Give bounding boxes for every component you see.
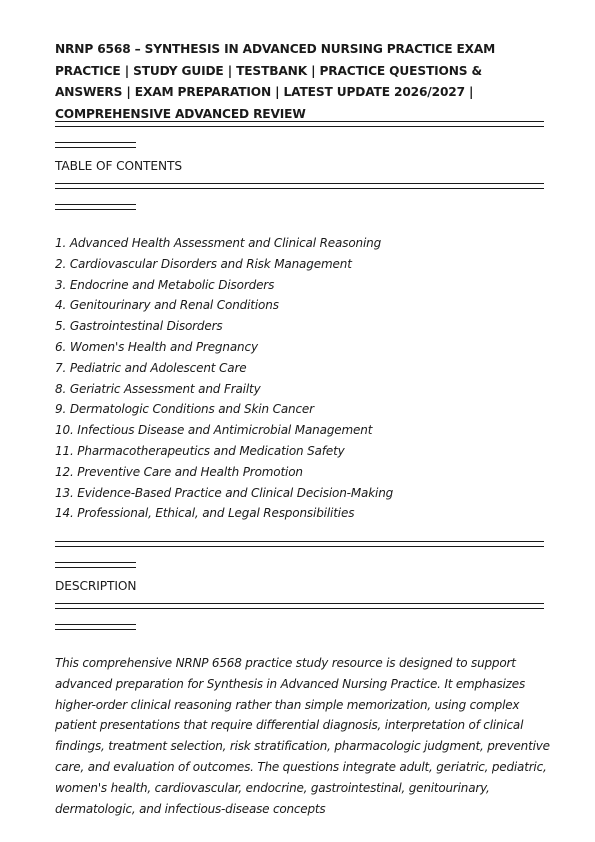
- short-rule-divider: [55, 562, 136, 568]
- toc-item: 14. Professional, Ethical, and Legal Responsibilities: [55, 506, 355, 521]
- double-rule-divider: [55, 121, 544, 127]
- toc-item: 12. Preventive Care and Health Promotion: [55, 464, 303, 479]
- toc-item: 2. Cardiovascular Disorders and Risk Management: [55, 256, 352, 271]
- toc-item: 13. Evidence-Based Practice and Clinical Decision-Making: [55, 485, 394, 500]
- toc-item: 7. Pediatric and Adolescent Care: [55, 360, 247, 375]
- toc-item: 6. Women's Health and Pregnancy: [55, 339, 258, 354]
- toc-heading: TABLE OF CONTENTS: [55, 159, 182, 173]
- short-rule-divider: [55, 204, 136, 210]
- double-rule-divider: [55, 183, 544, 189]
- table-of-contents-list: [55, 233, 550, 524]
- double-rule-divider: [55, 603, 544, 609]
- description-heading: DESCRIPTION: [55, 579, 137, 593]
- toc-item: 10. Infectious Disease and Antimicrobial Management: [55, 423, 373, 438]
- short-rule-divider: [55, 142, 136, 148]
- toc-item: 5. Gastrointestinal Disorders: [55, 319, 223, 334]
- toc-item: 11. Pharmacotherapeutics and Medication Safety: [55, 443, 345, 458]
- document-title: NRNP 6568 – SYNTHESIS IN ADVANCED NURSING PRACTICE EXAM PRACTICE | STUDY GUIDE | TESTBANK | PRACTICE QUESTIONS & ANSWERS | EXAM PREPARATION | LATEST UPDATE 2026/2027 | COMPREHENSIVE ADVANCED REVIEW: [55, 42, 496, 121]
- double-rule-divider: [55, 541, 544, 547]
- toc-item: 3. Endocrine and Metabolic Disorders: [55, 277, 275, 292]
- toc-item: 8. Geriatric Assessment and Frailty: [55, 381, 261, 396]
- toc-item: 4. Genitourinary and Renal Conditions: [55, 298, 279, 313]
- short-rule-divider: [55, 624, 136, 630]
- toc-item: 9. Dermatologic Conditions and Skin Cancer: [55, 402, 314, 417]
- toc-item: 1. Advanced Health Assessment and Clinical Reasoning: [55, 236, 382, 250]
- description-paragraph: This comprehensive NRNP 6568 practice study resource is designed to support advanced preparation for Synthesis in Advanced Nursing Practice. It emphasizes higher-order clinical reasoning rather than simple memorization, using complex patient presentations that require differential diagnosis, interpretation of clinical findings, treatment selection, risk stratification, pharmacologic judgment, preventive care, and evaluation of outcomes. The questions integrate adult, geriatric, pediatric, women's health, cardiovascular, endocrine, gastrointestinal, genitourinary, dermatologic, and infectious-disease concepts: [55, 656, 550, 816]
